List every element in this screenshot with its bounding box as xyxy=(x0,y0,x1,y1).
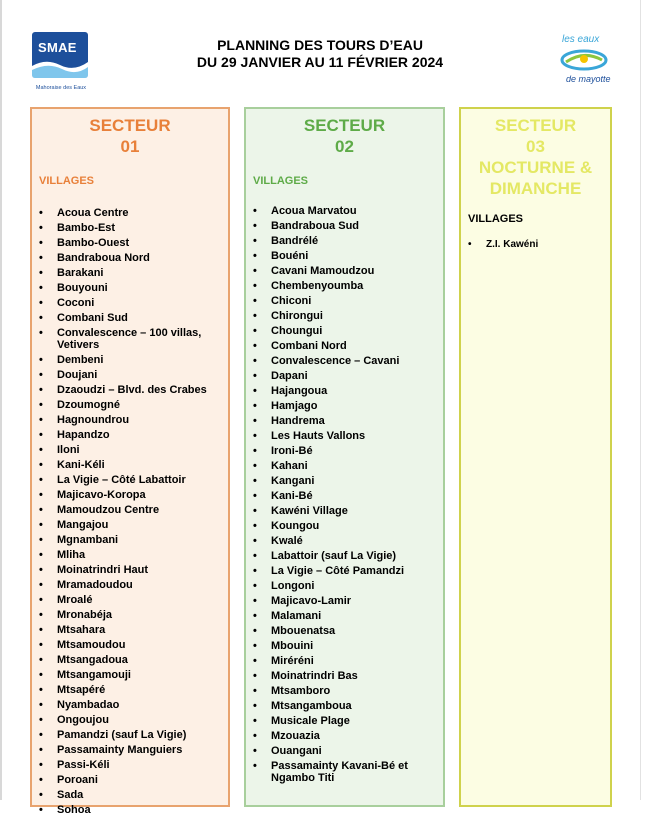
village-list-item: • Barakani xyxy=(32,267,228,279)
page-right-edge xyxy=(640,0,641,800)
village-list-item: • Malamani xyxy=(246,610,443,622)
sector-03-title-line4: DIMANCHE xyxy=(489,179,582,198)
village-list-item: • Mtsangadoua xyxy=(32,654,228,666)
village-list-item: • Mtsangamouji xyxy=(32,669,228,681)
village-list-item: • Labattoir (sauf La Vigie) xyxy=(246,550,443,562)
village-list-item: • Bandrélé xyxy=(246,235,443,247)
sector-01-village-list xyxy=(32,207,228,816)
wave-icon xyxy=(32,56,88,78)
village-list-item: • Ongoujou xyxy=(32,714,228,726)
village-list-item: • Acoua Centre xyxy=(32,207,228,219)
village-list-item: • Miréréni xyxy=(246,655,443,667)
village-list-item: • Mbouenatsa xyxy=(246,625,443,637)
sector-03-title-line1: SECTEUR xyxy=(494,116,577,135)
village-list-item: • La Vigie – Côté Pamandzi xyxy=(246,565,443,577)
sector-01-title-line2: 01 xyxy=(120,137,140,156)
village-list-item: • Acoua Marvatou xyxy=(246,205,443,217)
village-list-item: • Moinatrindri Haut xyxy=(32,564,228,576)
village-list-item: • Musicale Plage xyxy=(246,715,443,727)
village-list-item: • Kani-Bé xyxy=(246,490,443,502)
village-list-item: • Kwalé xyxy=(246,535,443,547)
village-list-item: • Sada xyxy=(32,789,228,801)
village-list-item: • Convalescence – Cavani xyxy=(246,355,443,367)
village-list-item: • Handrema xyxy=(246,415,443,427)
village-list-item: • Coconi xyxy=(32,297,228,309)
smae-logo-name: SMAE xyxy=(38,40,77,55)
village-list-item: • Pamandzi (sauf La Vigie) xyxy=(32,729,228,741)
village-list-item: • Mgnambani xyxy=(32,534,228,546)
village-list-item: • Combani Sud xyxy=(32,312,228,324)
sector-03-villages-label: VILLAGES xyxy=(468,213,524,225)
village-list-item: • Longoni xyxy=(246,580,443,592)
village-list-item: • Mzouazia xyxy=(246,730,443,742)
sector-03-title xyxy=(461,115,610,199)
page-title xyxy=(120,37,520,71)
village-list-item: • Combani Nord xyxy=(246,340,443,352)
village-list-item: • Passamainty Kavani-Bé et Ngambo Titi xyxy=(246,760,443,784)
village-list-item: • Mtsangamboua xyxy=(246,700,443,712)
village-list-item: • Bandraboua Sud xyxy=(246,220,443,232)
village-list-item: • Dzaoudzi – Blvd. des Crabes xyxy=(32,384,228,396)
village-list-item: • Bandraboua Nord xyxy=(32,252,228,264)
smae-logo xyxy=(30,32,90,98)
village-list-item: • Ouangani xyxy=(246,745,443,757)
village-list-item: • Majicavo-Lamir xyxy=(246,595,443,607)
mayotte-logo-line1: les eaux xyxy=(562,34,600,45)
smae-logo-tagline: Mahoraise des Eaux xyxy=(35,85,87,91)
village-list-item: • Cavani Mamoudzou xyxy=(246,265,443,277)
sector-02-title-line2: 02 xyxy=(335,137,354,156)
village-list-item: • Mamoudzou Centre xyxy=(32,504,228,516)
village-list-item: • Majicavo-Koropa xyxy=(32,489,228,501)
sector-01-title-line1: SECTEUR xyxy=(89,116,171,135)
village-list-item: • Hamjago xyxy=(246,400,443,412)
village-list-item: • Dembeni xyxy=(32,354,228,366)
village-list-item: • Chiconi xyxy=(246,295,443,307)
village-list-item: • Kani-Kéli xyxy=(32,459,228,471)
village-list-item: • Chembenyoumba xyxy=(246,280,443,292)
village-list-item: • Mramadoudou xyxy=(32,579,228,591)
village-list-item: • Mbouini xyxy=(246,640,443,652)
village-list-item: • Hapandzo xyxy=(32,429,228,441)
village-list-item: • Passi-Kéli xyxy=(32,759,228,771)
village-list-item: • Chirongui xyxy=(246,310,443,322)
sector-01-column xyxy=(30,107,230,816)
village-list-item: • Dapani xyxy=(246,370,443,382)
sector-02-title-line1: SECTEUR xyxy=(303,116,386,135)
village-list-item: • Passamainty Manguiers xyxy=(32,744,228,756)
village-list-item: • Kahani xyxy=(246,460,443,472)
village-list-item: • Iloni xyxy=(32,444,228,456)
sector-03-title-line3: NOCTURNE & xyxy=(478,158,593,177)
title-line-1: PLANNING DES TOURS D’EAU xyxy=(217,37,423,53)
village-list-item: • Mliha xyxy=(32,549,228,561)
village-list-item: • Kangani xyxy=(246,475,443,487)
eaux-de-mayotte-logo xyxy=(552,30,616,90)
sector-01-villages-label: VILLAGES xyxy=(39,175,95,187)
village-list-item: • Mtsapéré xyxy=(32,684,228,696)
village-list-item: • Mronabéja xyxy=(32,609,228,621)
village-list-item: • Moinatrindri Bas xyxy=(246,670,443,682)
sector-02-villages-label: VILLAGES xyxy=(253,175,309,187)
village-list-item: • Koungou xyxy=(246,520,443,532)
sector-01-title xyxy=(32,115,228,157)
village-list-item: • Nyambadao xyxy=(32,699,228,711)
village-list-item: • Dzoumogné xyxy=(32,399,228,411)
village-list-item: • Convalescence – 100 villas, Vetivers xyxy=(32,327,228,351)
village-list-item: • Mtsahara xyxy=(32,624,228,636)
village-list-item: • Kawéni Village xyxy=(246,505,443,517)
village-list-item: • Mroalé xyxy=(32,594,228,606)
sector-03-title-line2: 03 xyxy=(526,137,545,156)
mayotte-logo-line2: de mayotte xyxy=(566,74,611,84)
village-list-item: • Ironi-Bé xyxy=(246,445,443,457)
village-list-item: • Bouéni xyxy=(246,250,443,262)
village-list-item: • Mtsamboro xyxy=(246,685,443,697)
village-list-item: • Hagnoundrou xyxy=(32,414,228,426)
sector-02-title xyxy=(246,115,443,157)
village-list-item: • Poroani xyxy=(32,774,228,786)
village-list-item: • Doujani xyxy=(32,369,228,381)
village-list-item: • Choungui xyxy=(246,325,443,337)
village-list-item: • Bouyouni xyxy=(32,282,228,294)
page-left-edge xyxy=(0,0,2,800)
sector-02-village-list xyxy=(246,205,443,784)
title-line-2: DU 29 JANVIER AU 11 FÉVRIER 2024 xyxy=(196,54,444,70)
sector-03-column xyxy=(459,107,612,807)
village-list-item: • Sohoa xyxy=(32,804,228,816)
village-list-item: • Mtsamoudou xyxy=(32,639,228,651)
village-list-item: • Z.I. Kawéni xyxy=(461,239,610,251)
sector-02-column xyxy=(244,107,445,807)
village-list-item: • La Vigie – Côté Labattoir xyxy=(32,474,228,486)
village-list-item: • Bambo-Ouest xyxy=(32,237,228,249)
water-swirl-icon xyxy=(558,46,610,74)
smae-logo-block xyxy=(32,32,88,78)
village-list-item: • Mangajou xyxy=(32,519,228,531)
village-list-item: • Hajangoua xyxy=(246,385,443,397)
village-list-item: • Les Hauts Vallons xyxy=(246,430,443,442)
village-list-item: • Bambo-Est xyxy=(32,222,228,234)
sector-03-village-list xyxy=(461,239,610,251)
